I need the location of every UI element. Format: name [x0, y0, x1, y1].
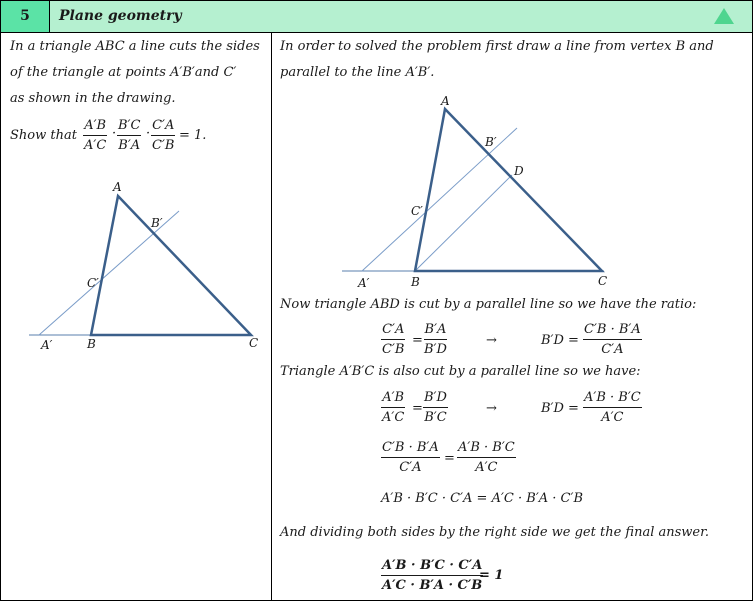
implies-arrow: →	[486, 333, 497, 348]
dot-operator: ·	[112, 126, 117, 141]
show-fraction-3-num: C′A	[151, 117, 175, 136]
eq3-lhs	[381, 439, 440, 476]
intro-line-2: parallel to the line A′B′.	[280, 65, 435, 80]
dividing-statement: And dividing both sides by the right side we get the final answer.	[280, 525, 710, 540]
abc-statement: Triangle A′B′C is also cut by a parallel line so we have:	[280, 364, 641, 379]
eq2-result	[583, 389, 642, 426]
triangle-abc	[415, 109, 602, 271]
label-b: B	[87, 337, 96, 351]
eq1-rhs-num: B′A	[424, 321, 448, 340]
eq2-lhs-den: A′C	[382, 410, 405, 425]
eq2-result-num: A′B · B′C	[583, 389, 642, 408]
eq3-lhs-den: C′A	[399, 460, 422, 475]
eq1-lhs	[381, 321, 405, 358]
eq1-result	[583, 321, 642, 358]
triangle-abc	[91, 196, 251, 335]
equals-sign: =	[412, 401, 423, 416]
label-c-prime: C′	[87, 276, 99, 290]
label-a: A	[113, 180, 122, 194]
label-b: B	[411, 275, 420, 289]
label-b-prime: B′	[151, 216, 163, 230]
eq1-result-num: C′B · B′A	[583, 321, 642, 340]
problem-line-3: as shown in the drawing.	[10, 91, 176, 106]
label-a: A	[441, 94, 450, 108]
implies-arrow: →	[486, 401, 497, 416]
eq2-result-label: B′D =	[541, 401, 579, 416]
eq3-rhs	[457, 439, 516, 476]
eq1-rhs	[423, 321, 448, 358]
final-fraction-den: A′C · B′A · C′B	[382, 578, 483, 593]
eq2-rhs-num: B′D	[423, 389, 448, 408]
intro-line-1: In order to solved the problem first draw a line from vertex B and	[280, 39, 714, 54]
label-c: C	[249, 336, 259, 350]
eq3-rhs-den: A′C	[475, 460, 498, 475]
eq1-lhs-num: C′A	[381, 321, 405, 340]
eq3-lhs-num: C′B · B′A	[381, 439, 440, 458]
abd-statement: Now triangle ABD is cut by a parallel line so we have the ratio:	[280, 297, 697, 312]
right-triangle-diagram	[272, 81, 752, 296]
product-equation: A′B · B′C · C′A = A′C · B′A · C′B	[381, 491, 584, 506]
problem-line-1: In a triangle ABC a line cuts the sides	[10, 39, 260, 54]
show-fraction-1-num: A′B	[83, 117, 107, 136]
label-c-prime: C′	[411, 204, 423, 218]
show-fraction-2-den: B′A	[118, 138, 141, 153]
show-result: = 1.	[179, 128, 207, 143]
eq3-rhs-num: A′B · B′C	[457, 439, 516, 458]
label-b-prime: B′	[485, 135, 497, 149]
problem-number: 5	[1, 1, 50, 32]
label-d: D	[514, 164, 524, 178]
label-a-prime: A′	[41, 338, 53, 352]
show-fraction-3-den: C′B	[152, 138, 175, 153]
eq1-rhs-den: B′D	[424, 342, 447, 357]
eq1-result-label: B′D =	[541, 333, 579, 348]
eq2-lhs	[381, 389, 405, 426]
final-fraction	[381, 557, 483, 594]
eq1-lhs-den: C′B	[382, 342, 405, 357]
equals-sign: =	[444, 451, 455, 466]
eq2-rhs-den: B′C	[424, 410, 447, 425]
problem-line-2: of the triangle at points A′B′and C′	[10, 65, 237, 80]
show-fraction-1-den: A′C	[84, 138, 107, 153]
show-fraction-2-num: B′C	[117, 117, 141, 136]
eq2-lhs-num: A′B	[381, 389, 405, 408]
problem-title: Plane geometry	[59, 8, 182, 24]
show-that-label: Show that	[10, 128, 77, 143]
eq2-rhs	[423, 389, 448, 426]
left-triangle-diagram	[1, 1, 272, 401]
transversal-line	[362, 128, 517, 271]
final-fraction-num: A′B · B′C · C′A	[381, 557, 483, 576]
label-a-prime: A′	[358, 276, 370, 290]
collapse-triangle-icon[interactable]	[714, 8, 734, 24]
dot-operator: ·	[146, 126, 151, 141]
equals-sign: =	[412, 333, 423, 348]
final-result: = 1	[479, 568, 504, 583]
label-c: C	[598, 274, 608, 288]
eq1-result-den: C′A	[601, 342, 624, 357]
eq2-result-den: A′C	[601, 410, 624, 425]
